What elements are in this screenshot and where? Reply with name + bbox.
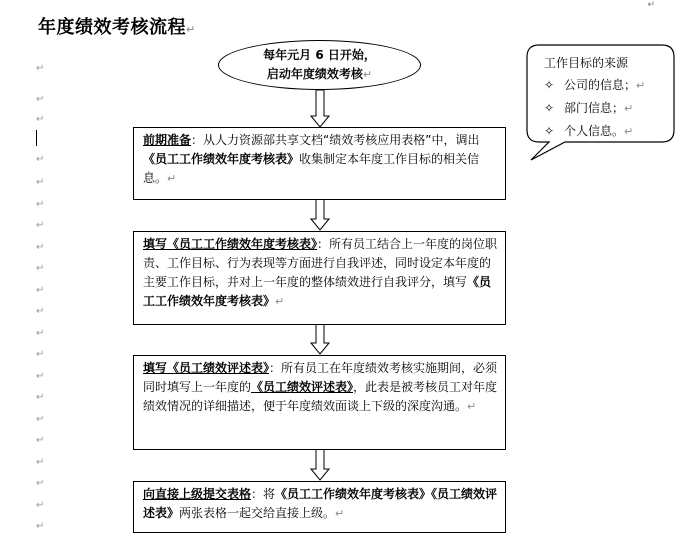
paragraph-mark: ↵ xyxy=(36,371,45,382)
start-line-2: 启动年度绩效考核↵ xyxy=(266,67,373,81)
paragraph-mark: ↵ xyxy=(36,263,45,274)
paragraph-mark: ↵ xyxy=(36,199,45,210)
paragraph-mark: ↵ xyxy=(36,154,45,165)
paragraph-mark: ↵ xyxy=(36,220,45,231)
down-arrow-icon xyxy=(310,449,330,481)
paragraph-mark: ↵ xyxy=(275,295,285,308)
paragraph-mark: ↵ xyxy=(36,435,45,446)
document-title-text: 年度绩效考核流程 xyxy=(38,17,186,38)
paragraph-mark: ↵ xyxy=(362,68,373,81)
paragraph-mark: ↵ xyxy=(36,285,45,296)
paragraph-mark: ↵ xyxy=(36,392,45,403)
callout-item: ✧ 公司的信息；↵ xyxy=(544,74,645,97)
paragraph-mark: ↵ xyxy=(36,457,45,468)
corner-paragraph-mark: ↵ xyxy=(647,0,655,10)
paragraph-mark: ↵ xyxy=(167,172,177,185)
down-arrow-icon xyxy=(310,199,330,231)
paragraph-mark: ↵ xyxy=(36,242,45,253)
callout-item: ✧ 个人信息。↵ xyxy=(544,120,645,143)
diamond-bullet-icon: ✧ xyxy=(544,101,555,115)
diamond-bullet-icon: ✧ xyxy=(544,78,555,92)
paragraph-mark: ↵ xyxy=(36,414,45,425)
step-text: 收集制定本年度工作目标的相关信息。 xyxy=(143,152,480,185)
step-text: ：将 xyxy=(251,487,276,501)
callout-item: ✧ 部门信息；↵ xyxy=(544,97,645,120)
flow-step-preparation xyxy=(133,127,506,200)
form-name: 《员工绩效评述表》 xyxy=(143,487,498,520)
step-label: 填写《员工工作绩效年度考核表》 xyxy=(143,237,318,251)
flow-step-fill-review-form xyxy=(133,355,506,450)
paragraph-mark: ↵ xyxy=(36,177,45,188)
step-text: ：所有员工在年度绩效考核实施期间，必须同时填写上一年度的 xyxy=(143,361,498,394)
paragraph-mark: ↵ xyxy=(36,328,45,339)
down-arrow-icon xyxy=(310,324,330,355)
form-name: 《员工工作绩效年度考核表》 xyxy=(143,152,300,166)
paragraph-mark: ↵ xyxy=(624,125,634,138)
paragraph-mark: ↵ xyxy=(36,500,45,511)
paragraph-mark: ↵ xyxy=(467,400,477,413)
paragraph-mark: ↵ xyxy=(636,79,646,92)
callout-heading: 工作目标的来源 xyxy=(544,56,629,70)
step-label: 向直接上级提交表格 xyxy=(143,487,252,501)
callout-content xyxy=(544,52,645,143)
flow-step-fill-annual-form xyxy=(133,231,506,325)
paragraph-mark: ↵ xyxy=(36,521,45,532)
step-text: ：所有员工结合上一年度的岗位职责、工作目标、行为表现等方面进行自我评述，同时设定本年度的主要工作目标，并对上一年度的整体绩效进行自我评分，填写 xyxy=(143,237,498,289)
down-arrow-icon xyxy=(310,90,330,128)
step-label: 前期准备 xyxy=(143,133,192,147)
paragraph-mark: ↵ xyxy=(36,349,45,360)
form-name: 《员工工作绩效年度考核表》 xyxy=(143,275,492,308)
step-label: 填写《员工绩效评述表》 xyxy=(143,361,270,375)
flow-step-submit xyxy=(133,481,506,533)
paragraph-mark: ↵ xyxy=(36,63,45,74)
paragraph-mark: ↵ xyxy=(624,102,634,115)
diamond-bullet-icon: ✧ xyxy=(544,124,555,138)
document-title xyxy=(38,13,196,39)
start-line-1: 每年元月 6 日开始， xyxy=(263,48,376,62)
paragraph-mark: ↵ xyxy=(335,507,345,520)
flow-start-ellipse xyxy=(218,40,421,90)
text-cursor xyxy=(36,130,37,146)
step-text: ：从人力资源部共享文档“绩效考核应用表格”中，调出 xyxy=(191,133,480,147)
paragraph-mark: ↵ xyxy=(36,114,45,125)
paragraph-mark: ↵ xyxy=(36,94,45,105)
step-text: 两张表格一起交给直接上级。 xyxy=(179,506,336,520)
form-name: 《员工工作绩效年度考核表》 xyxy=(275,487,432,501)
paragraph-mark: ↵ xyxy=(36,306,45,317)
paragraph-mark: ↵ xyxy=(36,478,45,489)
step-text: ，此表是被考核员工对年度绩效情况的详细描述，便于年度绩效面谈上下级的深度沟通。 xyxy=(143,380,498,413)
paragraph-mark: ↵ xyxy=(186,23,196,36)
form-name: 《员工绩效评述表》 xyxy=(251,380,354,394)
